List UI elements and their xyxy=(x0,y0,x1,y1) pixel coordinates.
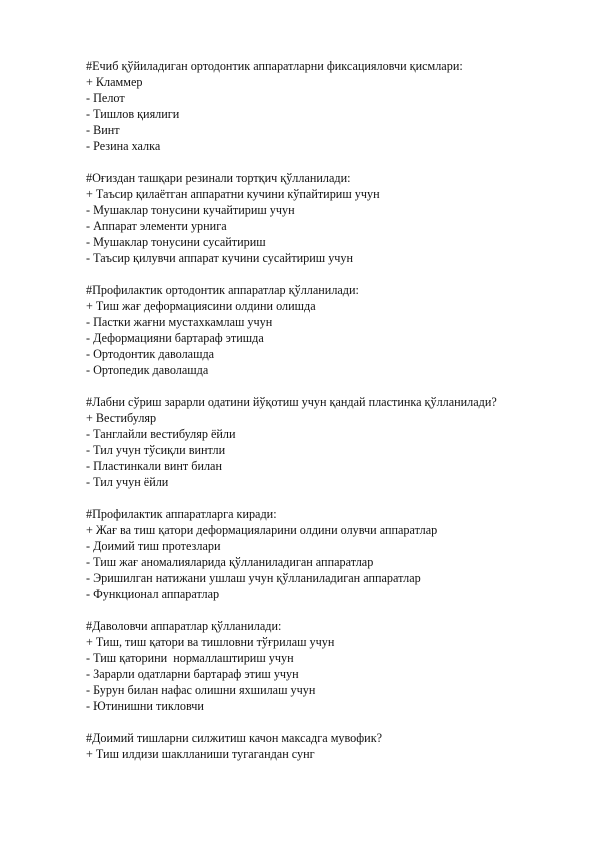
question-block-2 xyxy=(86,170,556,266)
answer-line: - Пластинкали винт билан xyxy=(86,459,222,473)
answer-line: + Тиш, тиш қатори ва тишловни тўғрилаш учун xyxy=(86,635,335,649)
question-text: #Лабни сўриш зарарли одатини йўқотиш учун қандай пластинка қўлланилади? xyxy=(86,395,497,409)
answer-line: - Тишлов қиялиги xyxy=(86,107,180,121)
question-text: #Ечиб қўйиладиган ортодонтик аппаратларни фиксацияловчи қисмлари: xyxy=(86,59,463,73)
question-block-1 xyxy=(86,58,556,154)
question-block-5 xyxy=(86,506,556,602)
question-text: #Профилактик аппаратларга киради: xyxy=(86,507,277,521)
answer-line: - Тил учун ёйли xyxy=(86,475,169,489)
answer-line: - Тил учун тўсиқли винтли xyxy=(86,443,226,457)
answer-line: - Таъсир қилувчи аппарат кучини сусайтириш учун xyxy=(86,251,354,265)
answer-line: - Пастки жағни мустахкамлаш учун xyxy=(86,315,273,329)
question-text: #Даволовчи аппаратлар қўлланилади: xyxy=(86,619,282,633)
answer-line: + Тиш жағ деформациясини олдини олишда xyxy=(86,299,316,313)
answer-line: - Пелот xyxy=(86,91,125,105)
question-text: #Профилактик ортодонтик аппаратлар қўлланилади: xyxy=(86,283,359,297)
question-block-6 xyxy=(86,618,556,714)
question-block-4 xyxy=(86,394,556,490)
question-text: #Доимий тишларни силжитиш качон максадга мувофик? xyxy=(86,731,383,745)
question-text: #Оғиздан ташқари резинали тортқич қўлланилади: xyxy=(86,171,351,185)
answer-line: - Ортопедик даволашда xyxy=(86,363,209,377)
question-block-3 xyxy=(86,282,556,378)
answer-line: - Бурун билан нафас олишни яхшилаш учун xyxy=(86,683,316,697)
answer-line: - Винт xyxy=(86,123,120,137)
answer-line: - Доимий тиш протезлари xyxy=(86,539,221,553)
answer-line: - Мушаклар тонусини сусайтириш xyxy=(86,235,266,249)
answer-line: + Жағ ва тиш қатори деформацияларини олдини олувчи аппаратлар xyxy=(86,523,438,537)
answer-line: - Ютинишни тикловчи xyxy=(86,699,204,713)
answer-line: - Деформацияни бартараф этишда xyxy=(86,331,264,345)
answer-line: - Танглайли вестибуляр ёйли xyxy=(86,427,236,441)
answer-line: - Мушаклар тонусини кучайтириш учун xyxy=(86,203,295,217)
answer-line: - Функционал аппаратлар xyxy=(86,587,220,601)
answer-line: + Таъсир қилаётган аппаратни кучини кўпайтириш учун xyxy=(86,187,380,201)
answer-line: + Тиш илдизи шаклланиши тугагандан сунг xyxy=(86,747,315,761)
answer-line: - Тиш қаторини нормаллаштириш учун xyxy=(86,651,294,665)
answer-line: - Аппарат элементи урнига xyxy=(86,219,227,233)
answer-line: - Тиш жағ аномалияларида қўлланиладиган аппаратлар xyxy=(86,555,374,569)
answer-line: - Зарарли одатларни бартараф этиш учун xyxy=(86,667,299,681)
document-page xyxy=(86,58,556,778)
answer-line: - Эришилган натижани ушлаш учун қўлланиладиган аппаратлар xyxy=(86,571,421,585)
answer-line: - Ортодонтик даволашда xyxy=(86,347,215,361)
answer-line: - Резина халка xyxy=(86,139,161,153)
question-block-7 xyxy=(86,730,556,762)
answer-line: + Вестибуляр xyxy=(86,411,157,425)
answer-line: + Кламмер xyxy=(86,75,143,89)
